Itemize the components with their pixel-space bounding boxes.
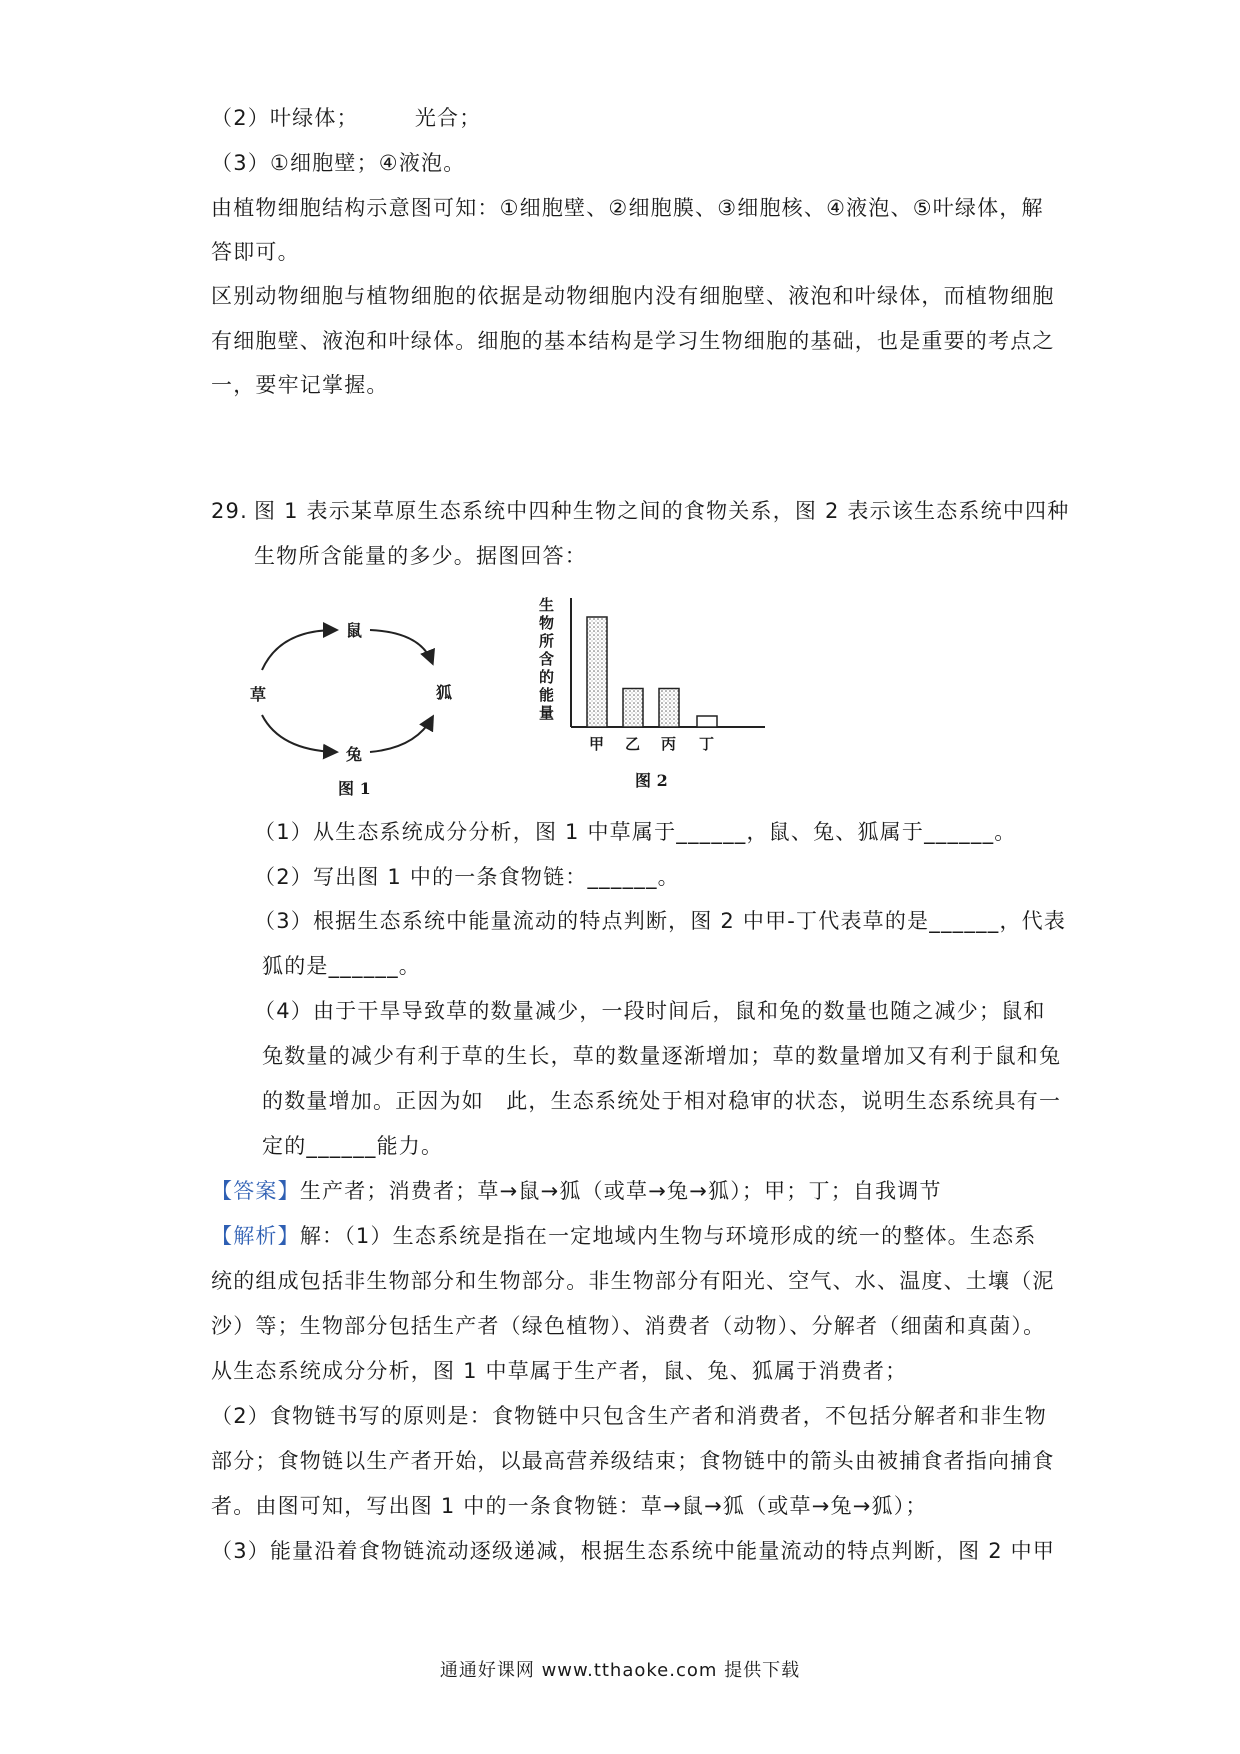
question-number: 29. [211,499,248,523]
comment-line: 区别动物细胞与植物细胞的依据是动物细胞内没有细胞壁、液泡和叶绿体，而植物细胞 [211,284,1055,308]
explanation-line: 者。由图可知，写出图 1 中的一条食物链：草→鼠→狐（或草→兔→狐）； [211,1494,928,1518]
explanation-line: 统的组成包括非生物部分和生物部分。非生物部分有阳光、空气、水、温度、土壤（泥 [211,1269,1055,1293]
answer-line-2: （2）叶绿体； 光合； [211,106,482,130]
answer-row [211,1176,942,1206]
figure-1-food-web [250,600,480,800]
explanation-tag: 【解析】 [211,1224,300,1248]
analysis-line: 答即可。 [211,240,300,264]
figure-1-caption: 图 1 [338,779,371,798]
page-footer: 通通好课网 www.tthaoke.com 提供下载 [439,1660,801,1681]
analysis-line: 由植物细胞结构示意图可知：①细胞壁、②细胞膜、③细胞核、④液泡、⑤叶绿体，解 [211,196,1044,220]
explanation-row [211,1221,1036,1251]
y-axis-label: 生物所含的能量 [539,596,555,722]
figure-2-caption: 图 2 [635,771,668,790]
sub-question-3-cont: 狐的是______。 [262,954,421,978]
sub-question-2: （2）写出图 1 中的一条食物链：______。 [254,865,680,889]
question-text: 图 1 表示某草原生态系统中四种生物之间的食物关系，图 2 表示该生态系统中四种 [254,499,1070,523]
explanation-line: 从生态系统成分分析，图 1 中草属于生产者，鼠、兔、狐属于消费者； [211,1359,908,1383]
comment-line: 有细胞壁、液泡和叶绿体。细胞的基本结构是学习生物细胞的基础，也是重要的考点之 [211,329,1055,353]
question-text: 生物所含能量的多少。据图回答： [254,544,587,568]
arrow-grass-to-rabbit [262,715,335,752]
comment-line: 一，要牢记掌握。 [211,373,389,397]
sub-question-1: （1）从生态系统成分分析，图 1 中草属于______，鼠、兔、狐属于______。 [254,820,1017,844]
sub-question-4-cont: 兔数量的减少有利于草的生长，草的数量逐渐增加；草的数量增加又有利于鼠和兔 [262,1044,1062,1068]
bar-2 [623,689,643,728]
answer-line-3: （3）①细胞壁；④液泡。 [211,151,466,175]
bar-4 [697,716,717,727]
x-tick-label: 甲 [589,735,605,753]
sub-question-4-cont: 的数量增加。正因为如 此，生态系统处于相对稳审的状态，说明生态系统具有一 [262,1089,1062,1113]
arrow-grass-to-mouse [262,630,335,670]
x-tick-label: 丙 [661,735,677,753]
explanation-line: （3）能量沿着食物链流动逐级递减，根据生态系统中能量流动的特点判断，图 2 中甲 [211,1539,1056,1563]
arrow-rabbit-to-fox [370,718,432,752]
arrow-mouse-to-fox [370,630,432,662]
figure-2-energy-chart [525,590,785,800]
answer-tag: 【答案】 [211,1179,300,1203]
answer-text: 生产者；消费者；草→鼠→狐（或草→兔→狐）；甲；丁；自我调节 [299,1179,942,1203]
node-mouse: 鼠 [346,621,363,640]
sub-question-4: （4）由于干旱导致草的数量减少，一段时间后，鼠和兔的数量也随之减少；鼠和 [254,999,1046,1023]
bar-1 [587,617,607,727]
node-fox: 狐 [436,683,453,702]
sub-question-3: （3）根据生态系统中能量流动的特点判断，图 2 中甲-丁代表草的是______，代表 [254,909,1067,933]
x-tick-label: 丁 [699,735,715,753]
bar-3 [659,689,679,728]
explanation-line: 部分；食物链以生产者开始，以最高营养级结束；食物链中的箭头由被捕食者指向捕食 [211,1449,1055,1473]
node-grass: 草 [250,685,267,704]
explanation-line: （2）食物链书写的原则是：食物链中只包含生产者和消费者，不包括分解者和非生物 [211,1404,1047,1428]
x-tick-label: 乙 [625,735,641,753]
explanation-line: 沙）等；生物部分包括生产者（绿色植物）、消费者（动物）、分解者（细菌和真菌）。 [211,1314,1046,1338]
sub-question-4-cont: 定的______能力。 [262,1134,444,1158]
explanation-text: 解：（1）生态系统是指在一定地域内生物与环境形成的统一的整体。生态系 [299,1224,1037,1248]
node-rabbit: 兔 [346,745,363,764]
